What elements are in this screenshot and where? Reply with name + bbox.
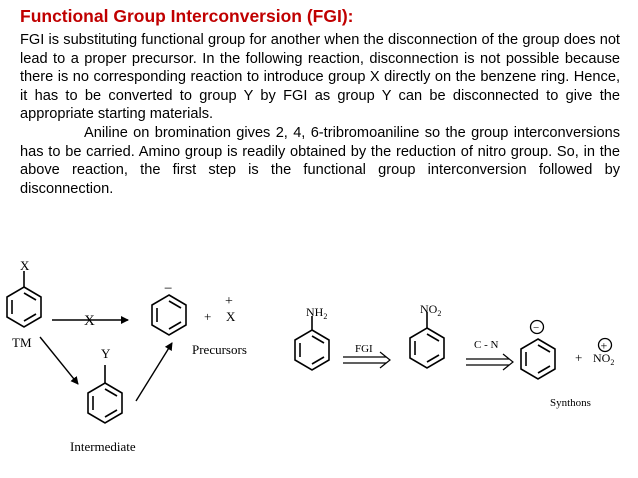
fgi-arrow-label: FGI [355,343,373,355]
paragraph-fgi-definition: FGI is substituting functional group for another when the disconnection of the group does not lead to a proper precursor. In the following reaction, disconnection is not possible because there is no corresponding reaction to introduce group X directly on the benzene ring. Hence, it has to be converted to group Y by FGI as group Y can be disconnected to give the appropriate starting materials. [20,32,620,123]
tm-label: TM [12,335,32,350]
slide-title: Functional Group Interconversion (FGI): [20,6,354,26]
tm-benzene-ring [7,271,41,327]
scheme-general-fgi [7,258,247,454]
synthon-plus-sign: + [575,350,583,365]
nitro-no2-label: $NO_2$ [420,302,442,318]
nitronium-label: $NO_2$ [593,351,615,367]
disconnection-label: C - N [474,339,499,351]
anion-minus-sign: − [164,281,173,297]
arrow-to-intermediate [40,337,78,384]
precursors-label: Precursors [192,342,247,357]
aniline-ring [295,316,329,370]
intermediate-substituent-label: Y [101,346,111,361]
blocked-arrow-cross: X [84,313,95,329]
plus-sign: + [204,309,212,324]
arrow-to-precursors [136,343,172,401]
intermediate-label: Intermediate [70,439,136,454]
benzene-anion-ring [152,295,186,335]
tm-substituent-label: X [20,258,30,273]
disconnection-arrow [466,354,513,370]
nitronium-charge-symbol: + [600,338,608,353]
anion-charge-symbol: − [533,322,540,334]
scheme-aniline-example [295,302,614,409]
synthons-label: Synthons [550,397,591,409]
cation-x: X [226,309,236,324]
paragraph-aniline-example: Aniline on bromination gives 2, 4, 6-tribromoaniline so the group interconversions has to be carried. Amino group is readily obtained by the reduction of nitro group. So, in the above reaction, the first step is the functional group interconversion followed by disconnection. [20,124,620,197]
intermediate-benzene-ring [88,365,122,423]
cation-charge: + [225,294,233,309]
nitrobenzene-ring [410,312,444,368]
aniline-nh2-label: $NH_2$ [306,305,328,321]
